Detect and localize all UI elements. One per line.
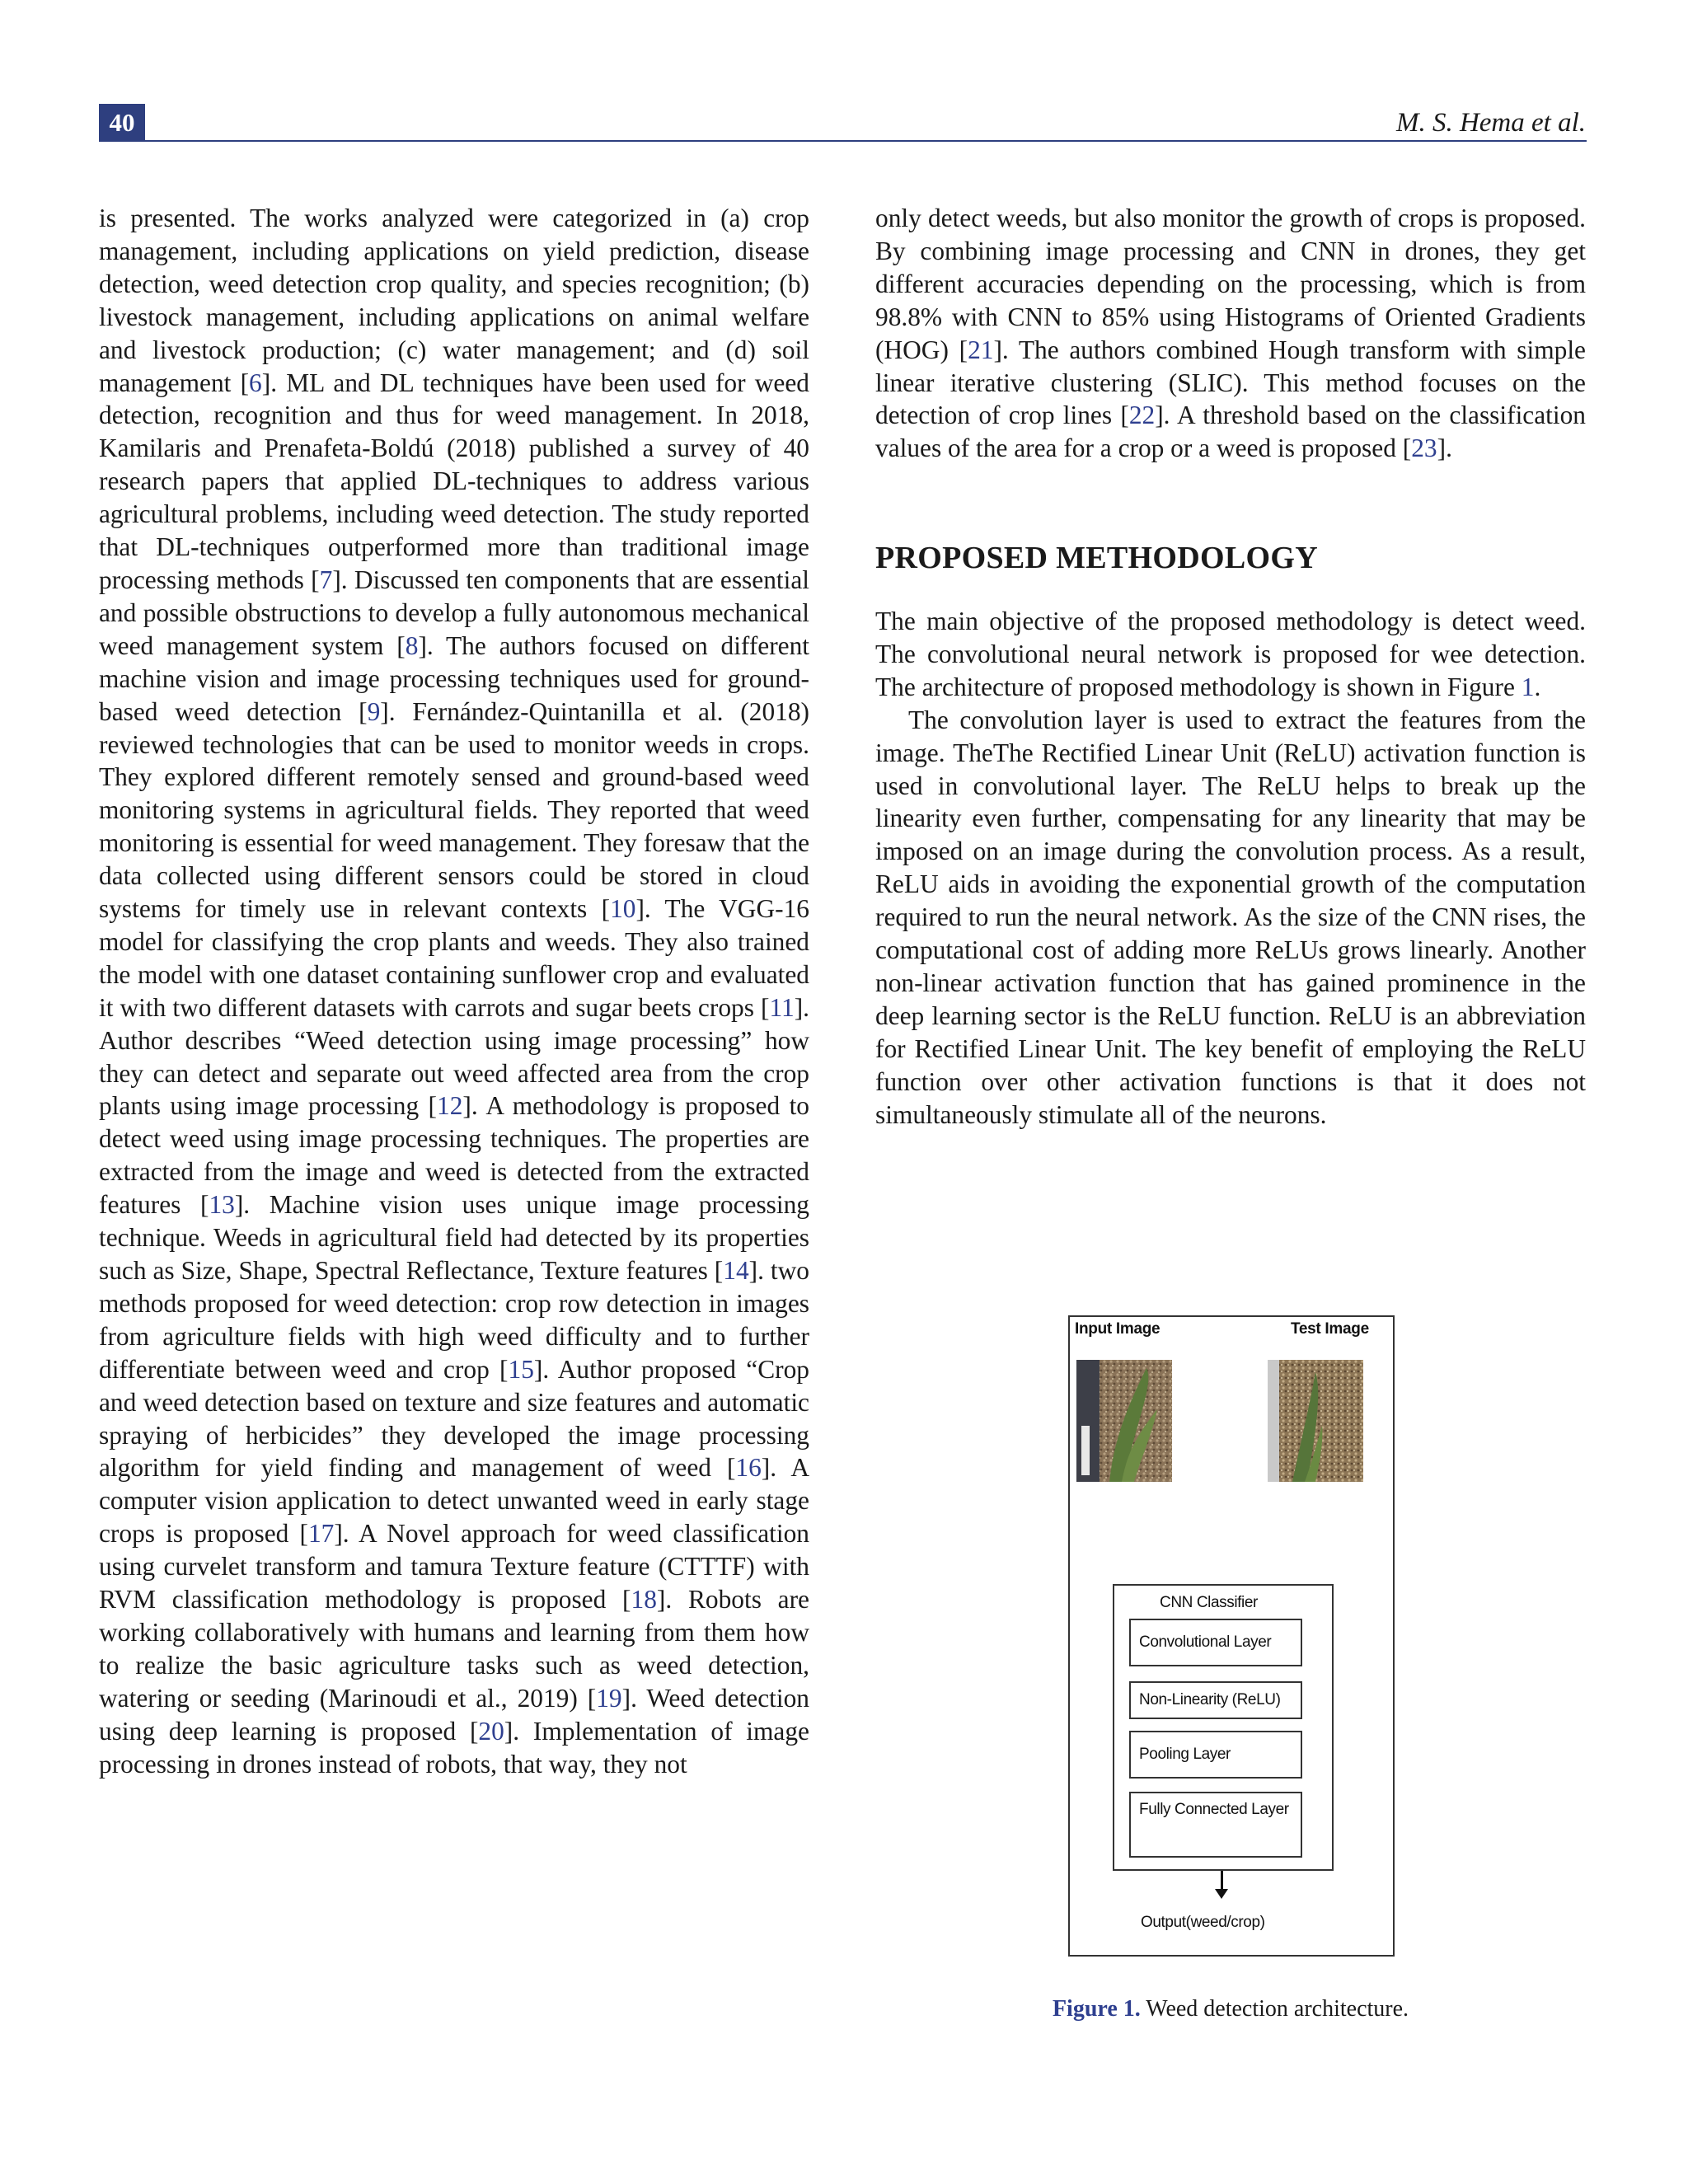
text-run: ]. Author describes “Weed detection using image processing” how they can detect and separate out weed affected area from the crop plants using image processing [	[99, 992, 809, 1121]
citation-link[interactable]: 23	[1411, 434, 1437, 463]
text-run: ]. A methodology is proposed to detect weed using image processing techniques. The properties are extracted from the image and weed is detected from the extracted features [	[99, 1091, 809, 1220]
figure-caption	[875, 1996, 1586, 2022]
citation-link[interactable]: 1	[1521, 672, 1535, 701]
text-run: ]. Machine vision uses unique image processing technique. Weeds in agricultural field had detected by its properties such as Size, Shape, Spectral Reflectance, Texture features [	[99, 1190, 809, 1285]
citation-link[interactable]: 6	[249, 368, 262, 397]
text-run: ]. A computer vision application to detect unwanted weed in early stage crops is proposed [	[99, 1453, 810, 1549]
text-run: ]. ML and DL techniques have been used for weed detection, recognition and thus for weed management. In 2018, Kamilaris and Prenafeta-Boldú (2018) published a survey of 40 research papers that applied DL-techniques to address various agricultural problems, including weed detection. The study reported that DL-techniques outperformed more than traditional image processing methods [	[99, 368, 809, 594]
text-run: ]. A threshold based on the classification values of the area for a crop or a weed is proposed [	[875, 401, 1586, 463]
citation-link[interactable]: 10	[610, 894, 636, 924]
pooling-layer-box: Pooling Layer	[1129, 1731, 1302, 1779]
test-image-label: Test Image	[1291, 1320, 1369, 1338]
output-arrow-icon	[1221, 1871, 1223, 1891]
test-image-thumbnail	[1268, 1360, 1363, 1482]
text-run: The main objective of the proposed methodology is detect weed. The convolutional neural network is proposed for wee detection. The architecture of proposed methodology is shown in Figure	[875, 607, 1586, 701]
text-run: ]. Fernández-Quintanilla et al. (2018) reviewed technologies that can be used to monitor weeds in crops. They explored different remotely sensed and ground-based weed monitoring systems in agricultural fields. They reported that weed monitoring is essential for weed management. They foresaw that the data collected using different sensors could be stored in cloud systems for timely use in relevant contexts [	[99, 696, 809, 924]
text-run: only detect weeds, but also monitor the growth of crops is proposed. By combining image processing and CNN in drones, they get different accuracies depending on the processing, which is from 98.8% with CNN to 85% using Histograms of Oriented Gradients (HOG) [	[875, 204, 1586, 364]
citation-link[interactable]: 9	[367, 696, 381, 726]
text-run: ]. Robots are working collaboratively with humans and learning from them how to realize the basic agriculture tasks such as weed detection, watering or seeding (Marinoudi et al., 2019) [	[99, 1585, 809, 1713]
citation-link[interactable]: 11	[769, 992, 795, 1022]
cnn-classifier-box	[1113, 1584, 1334, 1871]
text-run: .	[1534, 672, 1541, 701]
citation-link[interactable]: 21	[968, 335, 994, 364]
citation-link[interactable]: 13	[209, 1190, 235, 1220]
text-run: ]. A Novel approach for weed classification using curvelet transform and tamura Texture feature (CTTTF) with RVM classification methodology is proposed [	[99, 1519, 809, 1615]
citation-link[interactable]: 17	[307, 1519, 335, 1549]
input-image-thumbnail	[1076, 1360, 1172, 1482]
input-image-label: Input Image	[1075, 1320, 1160, 1338]
convolutional-layer-box: Convolutional Layer	[1129, 1619, 1302, 1666]
figure-caption-text: Weed detection architecture.	[1140, 1996, 1409, 2022]
methodology-paragraph-1	[875, 605, 1586, 704]
running-head: M. S. Hema et al.	[1395, 108, 1586, 138]
text-run: ]. The authors focused on different machine vision and image processing techniques used for ground-based weed detection [	[99, 630, 810, 726]
page-number: 40	[99, 104, 145, 142]
header-rule	[99, 140, 1587, 142]
methodology-section	[875, 605, 1586, 1132]
text-run: ]. Weed detection using deep learning is proposed [	[99, 1683, 809, 1746]
citation-link[interactable]: 7	[319, 565, 333, 594]
citation-link[interactable]: 20	[478, 1716, 504, 1746]
relu-layer-box: Non-Linearity (ReLU)	[1129, 1681, 1302, 1719]
citation-link[interactable]: 22	[1128, 401, 1156, 430]
fully-connected-layer-box: Fully Connected Layer	[1129, 1792, 1302, 1858]
left-column-paragraph	[99, 202, 809, 1781]
citation-link[interactable]: 15	[508, 1354, 534, 1384]
text-run: ]. two methods proposed for weed detection: crop row detection in images from agriculture fields with high weed difficulty and to further differentiate between weed and crop [	[99, 1256, 809, 1384]
section-heading: PROPOSED METHODOLOGY	[875, 541, 1318, 575]
methodology-paragraph-2: The convolution layer is used to extract the features from the image. TheThe Rectified Linear Unit (ReLU) activation function is used in convolutional layer. The ReLU helps to break up the linearity even further, compensating for any linearity that may be imposed on an image during the convolution process. As a result, ReLU aids in avoiding the exponential growth of the computation required to run the neural network. As the size of the CNN rises, the computational cost of adding more ReLUs grows linearly. Another non-linear activation function that has gained prominence in the deep learning sector is the ReLU function. ReLU is an abbreviation for Rectified Linear Unit. The key benefit of employing the ReLU function over other activation functions is that it does not simultaneously stimulate all of the neurons.	[875, 705, 1586, 1129]
citation-link[interactable]: 19	[596, 1683, 622, 1713]
citation-link[interactable]: 18	[631, 1585, 657, 1615]
citation-link[interactable]: 16	[735, 1453, 762, 1483]
text-run: ]. The VGG-16 model for classifying the crop plants and weeds. They also trained the model with one dataset containing sunflower crop and evaluated it with two different datasets with carrots and sugar beets crops [	[99, 894, 809, 1022]
text-run: ]. Discussed ten components that are essential and possible obstructions to develop a fully autonomous mechanical weed management system [	[99, 565, 809, 660]
output-label: Output(weed/crop)	[1141, 1914, 1265, 1931]
text-run: ].	[1437, 434, 1452, 463]
right-column-paragraph	[875, 202, 1586, 465]
text-run: ]. The authors combined Hough transform with simple linear iterative clustering (SLIC). This method focuses on the detection of crop lines [	[875, 335, 1586, 430]
cnn-classifier-title: CNN Classifier	[1160, 1594, 1258, 1611]
citation-link[interactable]: 8	[405, 630, 419, 660]
citation-link[interactable]: 14	[723, 1256, 749, 1285]
architecture-figure	[1068, 1315, 1395, 1957]
citation-link[interactable]: 12	[437, 1091, 463, 1121]
text-run: ]. Author proposed “Crop and weed detection based on texture and size features and automatic spraying of herbicides” they developed the image processing algorithm for yield finding and management of weed [	[99, 1354, 809, 1483]
text-run: is presented. The works analyzed were categorized in (a) crop management, including applications on yield prediction, disease detection, weed detection crop quality, and species recognition; (b) livestock management, including applications on animal welfare and livestock production; (c) water management; and (d) soil management [	[99, 204, 809, 397]
figure-caption-label: Figure 1.	[1052, 1996, 1141, 2022]
arrow-head-icon	[1215, 1889, 1228, 1899]
text-run: ]. Implementation of image processing in drones instead of robots, that way, they not	[99, 1716, 809, 1779]
